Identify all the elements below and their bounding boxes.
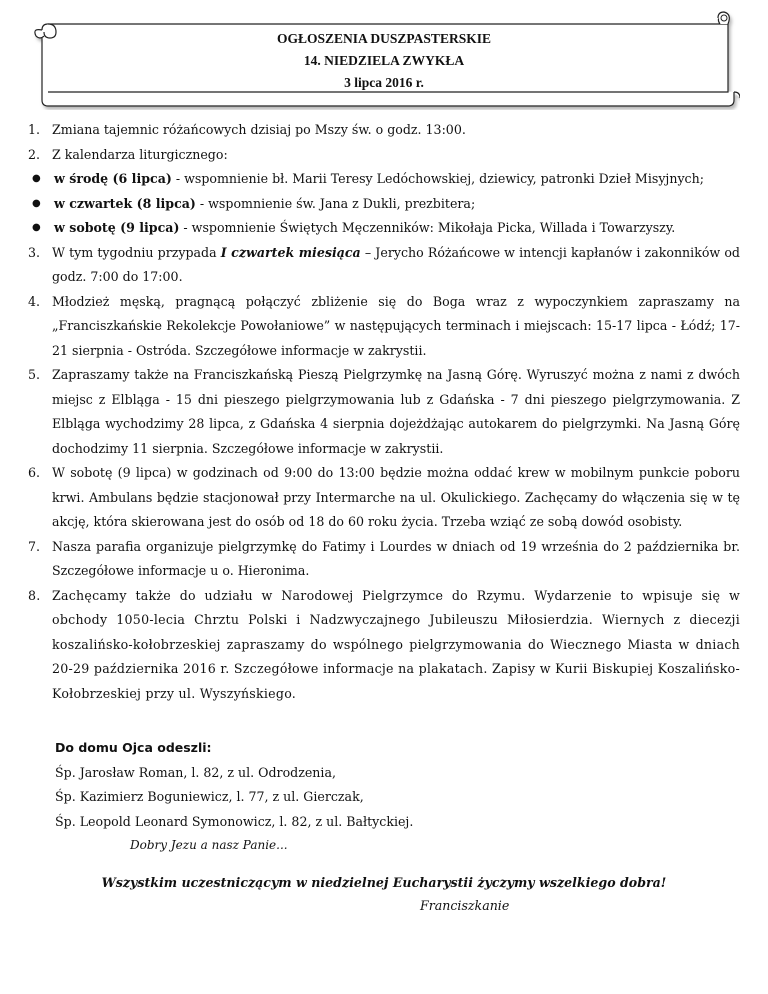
item-number: 3. <box>28 244 41 260</box>
item-number: 6. <box>28 465 41 480</box>
announcement-7 <box>28 535 740 584</box>
item-text: Zachęcamy także do udziału w Narodowej Pielgrzymce do Rzymu. Wydarzenie to wpisuje się w obchody 1050-lecia Chrztu Polski i Nadzwyczajnego Jubileuszu Miłosierdzia. Wiernych z diecezji koszalińsko-kołobrzeskiej zapraszamy do wspólnego pielgrzymowania do Wiecznego Miasta w dniach 20-29 października 2016 r. Szczegółowe informacje na plakatach. Zapisy w Kurii Biskupiej Koszalińsko-Kołobrzeskiej przy ul. Wyszyńskiego. <box>52 587 740 701</box>
bullet-icon: ● <box>32 197 41 209</box>
bullet-text: - wspomnienie św. Jana z Dukli, prezbitera; <box>195 195 476 211</box>
deceased-title: Do domu Ojca odeszli: <box>55 740 212 755</box>
item-number: 7. <box>28 538 41 554</box>
item-number: 1. <box>28 122 41 137</box>
bullet-date: w sobotę (9 lipca) <box>54 220 180 235</box>
item-text: Zmiana tajemnic różańcowych dzisiaj po Mszy św. o godz. 13:00. <box>52 122 466 137</box>
item-text: Zapraszamy także na Franciszkańską Pieszą Pielgrzymkę na Jasną Górę. Wyruszyć można z nami z dwóch miejsc z Elbląga - 15 dni pieszego pielgrzymowania lub z Gdańska - 7 dni pieszego pielgrzymowania. Z Elbląga wychodzimy 28 lipca, z Gdańska 4 sierpnia dojeżdżając autokarem do pielgrzymki. Na Jasną Górę dochodzimy 11 sierpnia. Szczegółowe informacje w zakrystii. <box>52 367 740 456</box>
bullet-icon: ● <box>32 222 41 233</box>
closing-wish: Wszystkim uczestniczącym w niedzielnej Eucharystii życzymy wszelkiego dobra! <box>101 875 667 890</box>
bullet-date: w środę (6 lipca) <box>54 171 172 186</box>
item-text: W tym tygodniu przypada <box>52 244 221 260</box>
announcement-6 <box>28 461 740 535</box>
item-text: Z kalendarza liturgicznego: <box>52 146 228 162</box>
deceased-person: Śp. Leopold Leonard Symonowicz, l. 82, z ul. Bałtyckiej. <box>55 813 414 829</box>
header-date: 3 lipca 2016 r. <box>344 75 424 90</box>
calendar-bullet-thursday <box>28 192 740 217</box>
calendar-bullet-saturday <box>28 216 740 241</box>
item-text: W sobotę (9 lipca) w godzinach od 9:00 do 13:00 będzie można oddać krew w mobilnym punkcie poboru krwi. Ambulans będzie stacjonował przy Intermarche na ul. Okulickiego. Zachęcamy do włączenia się w tę akcję, która skierowana jest do osób od 18 do 60 roku życia. Trzeba wziąć ze sobą dowód osobisty. <box>52 465 740 529</box>
calendar-bullet-wednesday <box>28 167 740 192</box>
bullet-text: - wspomnienie Świętych Męczenników: Mikołaja Picka, Willada i Towarzyszy. <box>179 220 676 235</box>
item-number: 2. <box>28 146 41 162</box>
item-text: Młodzież męską, pragnącą połączyć zbliżenie się do Boga wraz z wypoczynkiem zapraszamy na „Franciszkańskie Rekolekcje Powołaniowe” w następujących terminach i miejscach: 15-17 lipca - Łódź; 17-21 sierpnia - Ostróda. Szczegółowe informacje w zakrystii. <box>52 293 740 358</box>
item-text: Nasza parafia organizuje pielgrzymkę do Fatimy i Lourdes w dniach od 19 września do 2 października br. Szczegółowe informacje u o. Hieronima. <box>52 538 740 578</box>
header-title: OGŁOSZENIA DUSZPASTERSKIE <box>277 31 491 46</box>
deceased-person: Śp. Jarosław Roman, l. 82, z ul. Odrodzenia, <box>55 764 336 780</box>
bullet-text: - wspomnienie bł. Marii Teresy Ledóchowskiej, dziewicy, patronki Dzieł Misyjnych; <box>171 171 704 186</box>
item-number: 5. <box>28 367 41 382</box>
deceased-section <box>55 736 413 834</box>
bullet-date: w czwartek (8 lipca) <box>54 195 196 211</box>
header-sunday: 14. NIEDZIELA ZWYKŁA <box>303 53 465 68</box>
announcement-2 <box>28 143 740 168</box>
item-number: 8. <box>28 587 41 603</box>
bullet-icon: ● <box>32 173 41 184</box>
deceased-person: Śp. Kazimierz Boguniewicz, l. 77, z ul. Gierczak, <box>55 789 364 804</box>
announcement-5 <box>28 363 740 461</box>
announcement-8 <box>28 584 740 707</box>
item-emphasis: I czwartek miesiąca <box>220 244 361 260</box>
bulletin-header <box>30 28 738 94</box>
announcement-1 <box>28 118 740 143</box>
item-number: 4. <box>28 293 41 309</box>
announcement-4 <box>28 290 740 364</box>
prayer-line: Dobry Jezu a nasz Panie... <box>130 838 288 852</box>
item-text: – Jerycho Różańcowe w intencji kapłanów i zakonników od godz. 7:00 do 17:00. <box>52 244 740 284</box>
signature: Franciszkanie <box>420 898 510 913</box>
announcement-3 <box>28 241 740 290</box>
announcements-list <box>28 118 740 706</box>
